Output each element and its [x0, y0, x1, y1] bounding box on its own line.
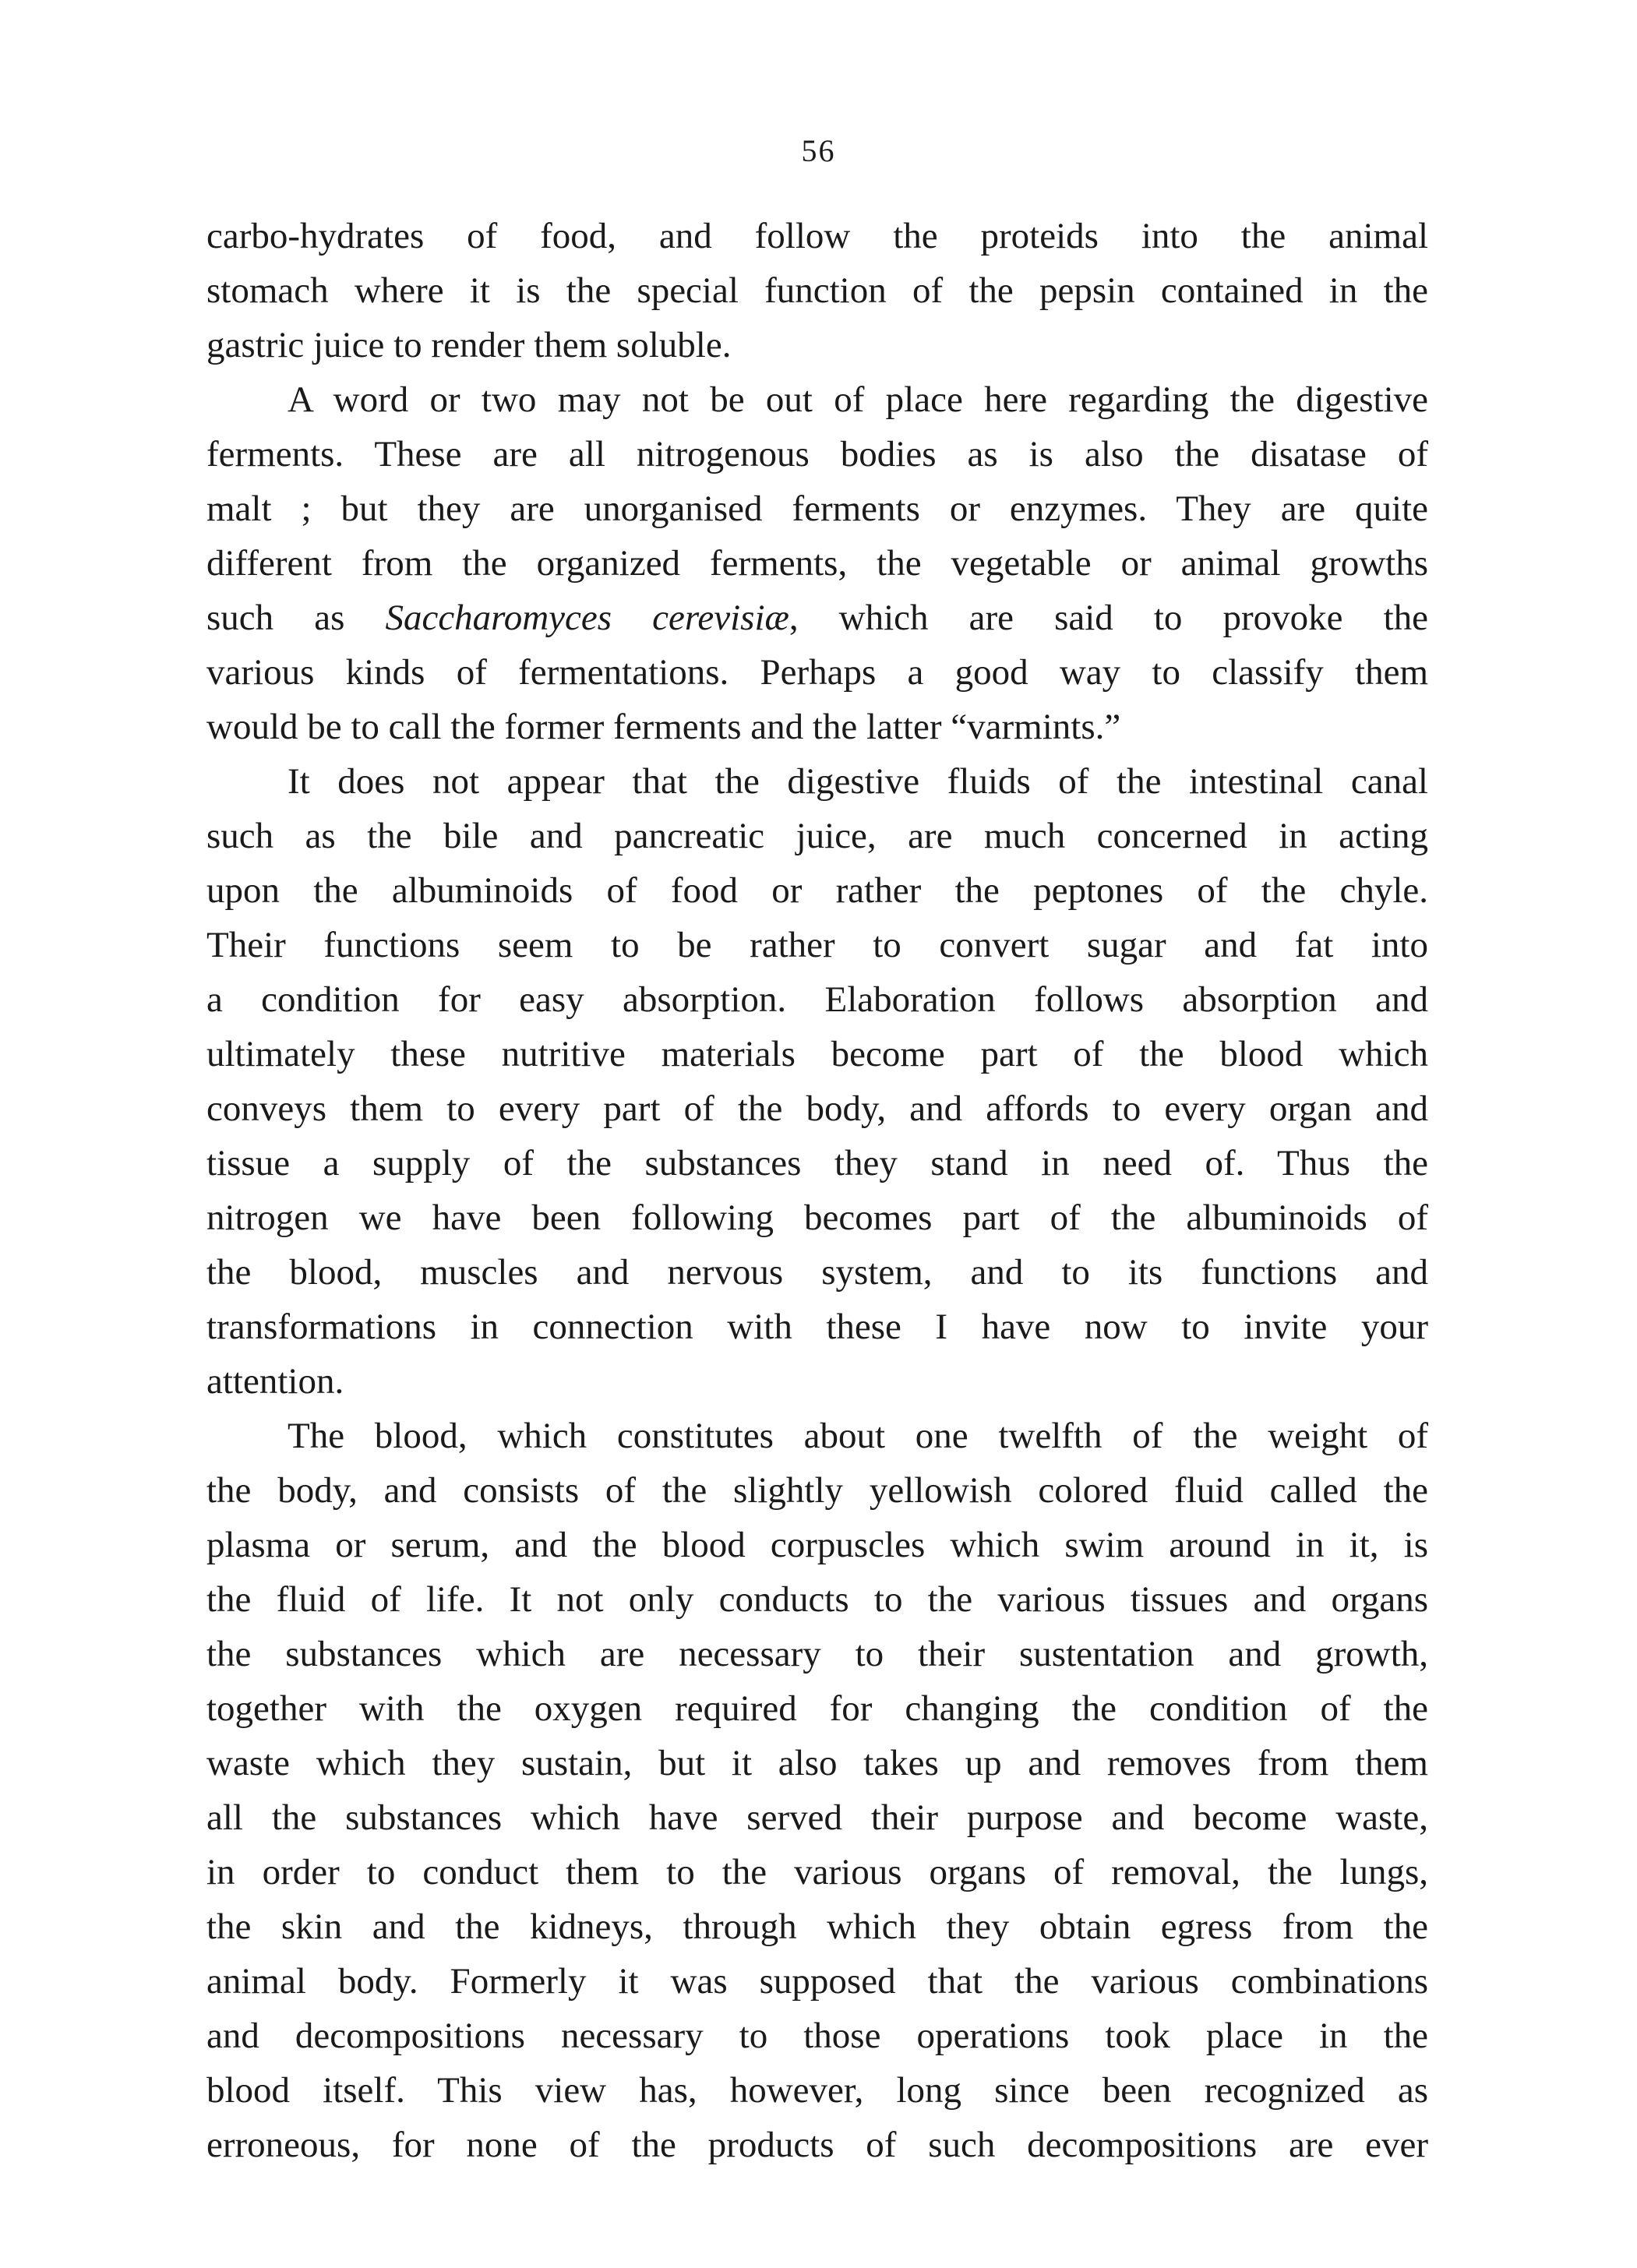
text-line: ultimately these nutritive materials become part of the blood which: [206, 1034, 1428, 1074]
text-line: Their functions seem to be rather to convert sugar and fat into: [206, 925, 1428, 965]
text-line: stomach where it is the special function of the pepsin contained in the: [206, 270, 1428, 311]
text-line: conveys them to every part of the body, and affords to every organ and: [206, 1088, 1428, 1129]
text-line: a condition for easy absorption. Elaboration follows absorption and: [206, 979, 1428, 1020]
text-line: transformations in connection with these I have now to invite your: [206, 1307, 1428, 1347]
text-line: the blood, muscles and nervous system, and to its functions and: [206, 1252, 1428, 1293]
text-line: different from the organized ferments, the vegetable or animal growths: [206, 543, 1428, 584]
text-run: such as: [206, 598, 386, 638]
text-line: various kinds of fermentations. Perhaps a good way to classify them: [206, 652, 1428, 693]
paragraph: [206, 754, 1428, 1409]
text-line: blood itself. This view has, however, long since been recognized as: [206, 2070, 1428, 2111]
text-line: the substances which are necessary to their sustentation and growth,: [206, 1634, 1428, 1674]
text-line: animal body. Formerly it was supposed that the various combinations: [206, 1961, 1428, 2002]
text-line: waste which they sustain, but it also takes up and removes from them: [206, 1743, 1428, 1783]
text-line: erroneous, for none of the products of such decompositions are ever: [206, 2125, 1428, 2165]
text-line: It does not appear that the digestive fluids of the intestinal canal: [288, 761, 1428, 802]
text-line: plasma or serum, and the blood corpuscles which swim around in it, is: [206, 1525, 1428, 1565]
text-line: the fluid of life. It not only conducts to the various tissues and organs: [206, 1579, 1428, 1620]
text-line: together with the oxygen required for changing the condition of the: [206, 1688, 1428, 1729]
paragraph: [206, 372, 1428, 754]
page-number: 56: [801, 133, 836, 168]
text-run: , which are said to provoke the: [789, 598, 1428, 638]
text-line: in order to conduct them to the various organs of removal, the lungs,: [206, 1852, 1428, 1892]
text-line: malt ; but they are unorganised ferments or enzymes. They are quite: [206, 489, 1428, 529]
text-line: the skin and the kidneys, through which they obtain egress from the: [206, 1906, 1428, 1947]
text-line: tissue a supply of the substances they stand in need of. Thus the: [206, 1143, 1428, 1183]
text-line: such as the bile and pancreatic juice, are much concerned in acting: [206, 816, 1428, 856]
species-name-italic: Saccharomyces cerevisiæ: [385, 598, 789, 638]
text-line: upon the albuminoids of food or rather the peptones of the chyle.: [206, 870, 1428, 911]
body-text: [206, 209, 1428, 2172]
text-line: The blood, which constitutes about one twelfth of the weight of: [288, 1416, 1428, 1456]
text-line: nitrogen we have been following becomes part of the albuminoids of: [206, 1197, 1428, 1238]
text-line: A word or two may not be out of place here regarding the digestive: [288, 379, 1428, 420]
text-line: gastric juice to render them soluble.: [206, 325, 732, 365]
text-line: [206, 591, 1428, 645]
text-line: attention.: [206, 1361, 344, 1402]
paragraph: [206, 1409, 1428, 2172]
text-line: the body, and consists of the slightly yellowish colored fluid called the: [206, 1470, 1428, 1511]
text-line: and decompositions necessary to those operations took place in the: [206, 2016, 1428, 2056]
text-line: carbo-hydrates of food, and follow the proteids into the animal: [206, 216, 1428, 256]
text-line: would be to call the former ferments and the latter “varmints.”: [206, 707, 1121, 747]
text-line: all the substances which have served their purpose and become waste,: [206, 1797, 1428, 1838]
paragraph: [206, 209, 1428, 372]
text-line: ferments. These are all nitrogenous bodies as is also the disatase of: [206, 434, 1428, 474]
